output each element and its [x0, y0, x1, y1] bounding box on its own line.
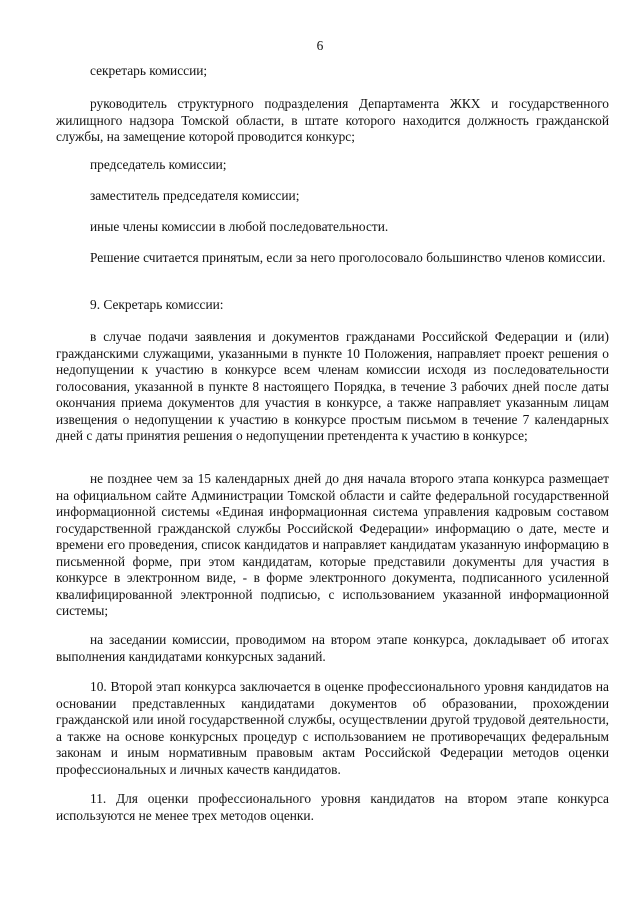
paragraph-chairman: председатель комиссии;: [90, 157, 227, 172]
page-number: 6: [316, 38, 324, 53]
paragraph-other-members: иные члены комиссии в любой последовательности.: [90, 219, 389, 234]
paragraph-department-head: руководитель структурного подразделения Департамента ЖКХ и государственного жилищного надзора Томской области, в штате которого находится должность гражданской службы, на замещение которой проводится конкурс;: [56, 96, 609, 144]
paragraph-section-9-item-1: в случае подачи заявления и документов гражданами Российской Федерации и (или) гражданскими служащими, указанными в пункте 10 Положения, направляет проект решения о недопущении к участию в конкурсе всем членам комиссии исходя из последовательности голосования, указанной в пункте 8 настоящего Порядка, в течение 3 рабочих дней после даты окончания приема документов для участия в конкурсе, а также направляет указанным лицам извещения о недопущении к участию в конкурсе простым письмом в течение 7 календарных дней с даты принятия решения о недопущении претендента к участию в конкурсе;: [56, 329, 609, 443]
paragraph-deputy-chairman: заместитель председателя комиссии;: [90, 188, 300, 203]
paragraph-section-9-item-2: не позднее чем за 15 календарных дней до дня начала второго этапа конкурса размещает на официальном сайте Администрации Томской области и сайте федеральной государственной информационной системы «Единая информационная система управления кадровым составом государственной гражданской службы Российской Федерации» информацию о дате, месте и времени его проведения, список кандидатов и направляет кандидатам указанную информацию в письменной форме, при этом кандидатам, которые представили документы для участия в конкурсе в электронном виде, - в форме электронного документа, подписанного усиленной квалифицированной электронной подписью, с использованием указанной информационной системы;: [56, 471, 609, 618]
paragraph-section-10: 10. Второй этап конкурса заключается в оценке профессионального уровня кандидатов на основании представленных кандидатами документов об образовании, прохождении гражданской или иной государственной службы, осуществлении другой трудовой деятельности, а также на основе конкурсных процедур с использованием не противоречащих федеральным законам и иным нормативным правовым актам Российской Федерации методов оценки профессиональных и личных качеств кандидатов.: [56, 679, 609, 777]
paragraph-secretary: секретарь комиссии;: [90, 63, 208, 78]
paragraph-section-9-item-3: на заседании комиссии, проводимом на втором этапе конкурса, докладывает об итогах выполнения кандидатами конкурсных заданий.: [56, 632, 609, 664]
paragraph-section-11: 11. Для оценки профессионального уровня кандидатов на втором этапе конкурса используются не менее трех методов оценки.: [56, 791, 609, 823]
paragraph-section-9-heading: 9. Секретарь комиссии:: [90, 297, 224, 312]
paragraph-decision: Решение считается принятым, если за него проголосовало большинство членов комиссии.: [90, 250, 606, 265]
